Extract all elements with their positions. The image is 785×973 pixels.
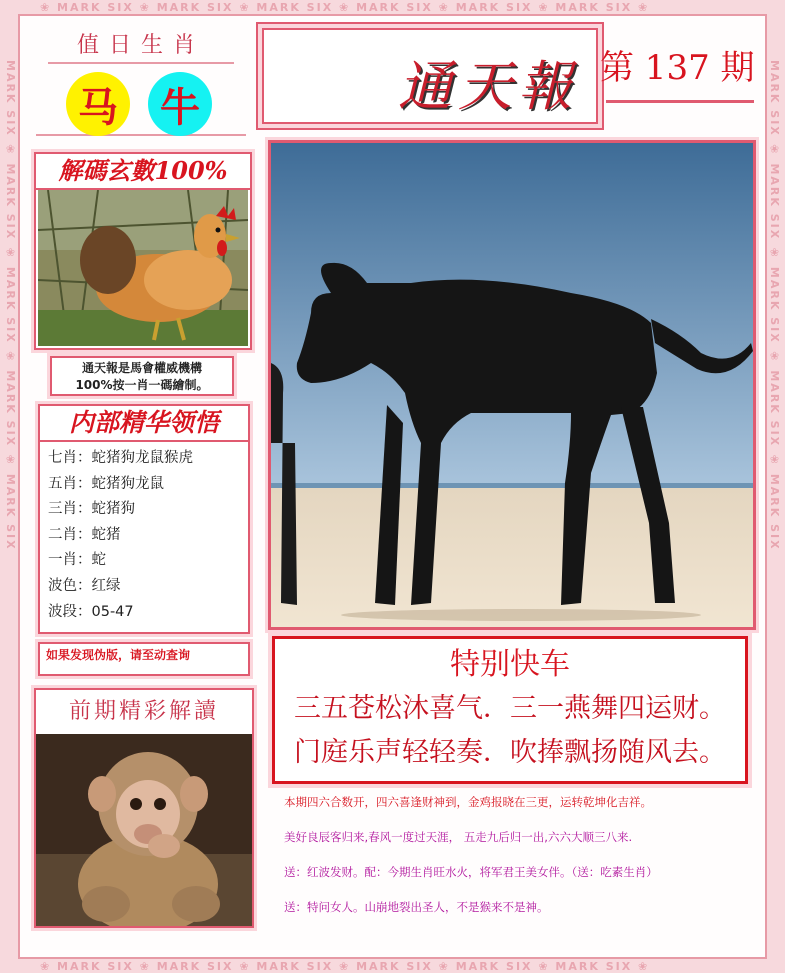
zodiac-animal-1: 马 (66, 72, 130, 136)
tips-panel (38, 404, 250, 634)
tip-row: 二肖：蛇猪 (48, 526, 121, 543)
express-line-1: 三五苍松沐喜气．三一燕舞四运财。 (294, 693, 726, 724)
note-line-1: 本期四六合数开，四六喜逢财神到，金鸡报晓在三更，运转乾坤化吉祥。 (284, 795, 652, 809)
tip-row: 五肖：蛇猪狗龙鼠 (48, 475, 164, 492)
issue-number: 第 137 期 (600, 48, 755, 88)
decode-panel-title: 解碼玄數100% (36, 154, 250, 190)
past-issues-panel (34, 688, 254, 928)
border-watermark-bottom: ❀ MARK SIX ❀ MARK SIX ❀ MARK SIX ❀ MARK SIX ❀ MARK SIX ❀ MARK SIX ❀ (40, 960, 650, 973)
tip-row: 七肖：蛇猪狗龙鼠猴虎 (48, 450, 193, 466)
border-watermark-left: MARK SIX ❀ MARK SIX ❀ MARK SIX ❀ MARK SIX ❀ MARK SIX (4, 60, 17, 551)
tip-row: 一肖：蛇 (48, 552, 106, 569)
tips-list (40, 442, 248, 625)
tip-row: 三肖：蛇猪狗 (48, 501, 135, 518)
divider (606, 100, 754, 103)
great-dane-photo (268, 140, 756, 630)
divider (48, 62, 234, 64)
hen-photo (38, 190, 248, 346)
express-verse-box (272, 636, 748, 784)
express-title: 特别快车 (450, 647, 570, 682)
tip-row: 波色：红绿 (48, 577, 121, 594)
authority-note-line-2: 100%按一肖一碼繪制。 (75, 378, 209, 392)
past-issues-title: 前期精彩解讀 (68, 699, 219, 724)
tips-panel-title: 内部精华领悟 (40, 406, 248, 442)
tip-row: 波段：05-47 (48, 603, 134, 620)
decode-panel (34, 152, 252, 350)
border-watermark-top: ❀ MARK SIX ❀ MARK SIX ❀ MARK SIX ❀ MARK SIX ❀ MARK SIX ❀ MARK SIX ❀ (40, 1, 650, 14)
prediction-notes (284, 796, 754, 936)
monkey-photo (36, 734, 252, 926)
note-line-4: 送：特问女人。山崩地裂出圣人，不是猴来不是神。 (284, 900, 549, 914)
zodiac-title: 值日生肖 (76, 33, 205, 58)
zodiac-animal-2: 牛 (148, 72, 212, 136)
note-line-3: 送：红波发财。配：今期生肖旺水火，将军君王美女伴。（送：吃素生肖） (284, 865, 658, 879)
newspaper-title: 通天報 (398, 55, 578, 118)
fake-version-note: 如果发现伪版，请至动查询 (38, 642, 250, 676)
authority-note-line-1: 通天報是馬會權威機構 (81, 361, 202, 375)
zodiac-of-day (36, 24, 246, 136)
masthead (262, 28, 598, 124)
authority-note (50, 356, 234, 396)
note-line-2: 美好良辰客归来,春风一度过天涯， 五走九后归一出,六六大顺三八来. (284, 830, 633, 844)
express-line-2: 门庭乐声轻轻奏．吹捧飘扬随风去。 (294, 737, 726, 768)
border-watermark-right: MARK SIX ❀ MARK SIX ❀ MARK SIX ❀ MARK SIX ❀ MARK SIX (768, 60, 781, 551)
